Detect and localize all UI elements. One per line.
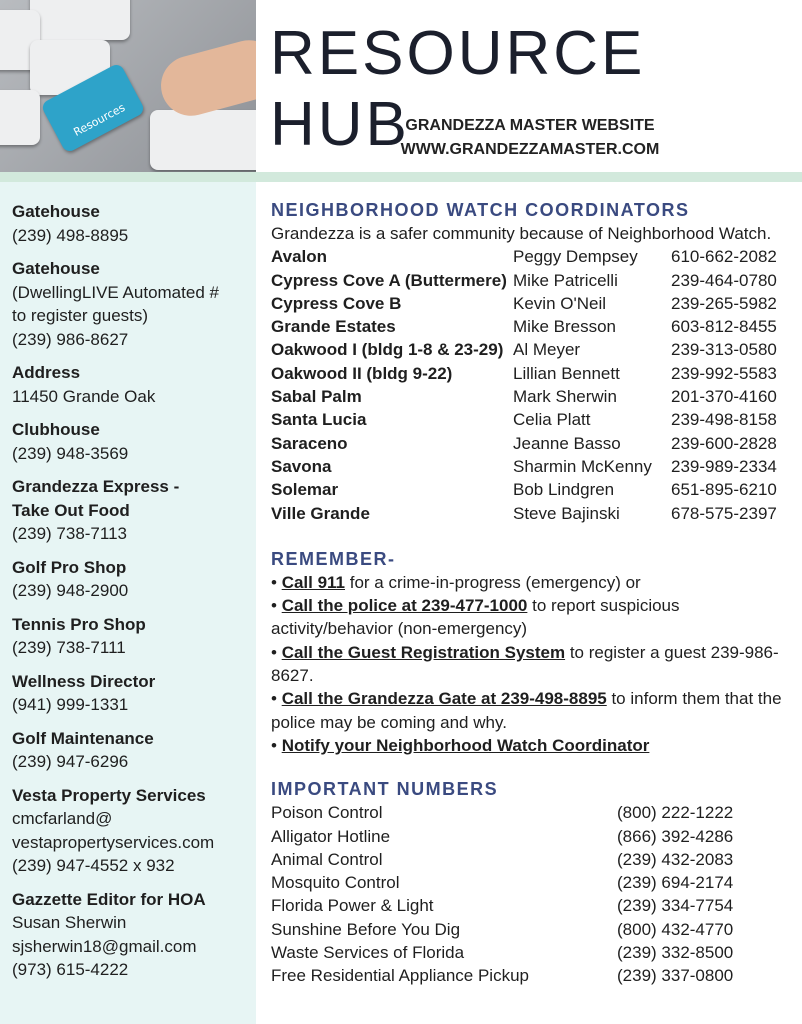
- contact-entry: [12, 475, 256, 546]
- coordinator: Mike Bresson: [513, 317, 616, 337]
- coordinator: Steve Bajinski: [513, 503, 620, 523]
- contact-detail[interactable]: (239) 948-3569: [12, 443, 129, 463]
- contact-name: Gatehouse: [12, 259, 100, 278]
- keyboard-key: [0, 90, 40, 145]
- list-item: • Call the Grandezza Gate at 239-498-8895 to inform them that the police may be coming and why.: [271, 689, 782, 732]
- table-row: [271, 801, 791, 824]
- action-link[interactable]: Call the Grandezza Gate at 239-498-8895: [281, 689, 607, 709]
- contact-name: Golf Pro Shop: [12, 557, 127, 577]
- contact-detail: (DwellingLIVE Automated #: [12, 282, 219, 302]
- contact-detail: to register guests): [12, 306, 149, 325]
- table-row: [271, 315, 791, 338]
- neighborhood: Santa Lucia: [271, 410, 367, 430]
- phone[interactable]: (800) 432-4770: [617, 919, 734, 939]
- coordinator: Sharmin McKenny: [513, 456, 652, 476]
- table-row: [271, 894, 791, 917]
- contact-detail[interactable]: (239) 948-2900: [12, 581, 129, 600]
- action-link[interactable]: Notify your Neighborhood Watch Coordinator: [281, 735, 650, 755]
- phone[interactable]: 603-812-8455: [671, 317, 777, 337]
- page-title: RESOURCE HUB: [270, 19, 646, 159]
- remember-list: [271, 571, 791, 757]
- neighborhood: Oakwood I (bldg 1-8 & 23-29): [271, 340, 504, 360]
- table-row: [271, 502, 791, 525]
- neighborhood: Ville Grande: [271, 503, 370, 523]
- neighborhood: Solemar: [271, 480, 339, 500]
- action-link[interactable]: Call the Guest Registration System: [281, 642, 566, 662]
- neighborhood: Cypress Cove B: [271, 293, 402, 313]
- phone[interactable]: (239) 337-0800: [617, 966, 734, 986]
- contact-detail[interactable]: (239) 947-6296: [12, 752, 129, 771]
- divider-band: [0, 172, 802, 182]
- contact-entry: [12, 670, 256, 717]
- neighborhood: Cypress Cove A (Buttermere): [271, 270, 507, 290]
- phone[interactable]: 678-575-2397: [671, 503, 777, 523]
- contact-entry: [12, 418, 256, 465]
- contact-detail: Susan Sherwin: [12, 913, 127, 932]
- list-item: • Call the police at 239-477-1000 to report suspicious activity/behavior (non-emergency): [271, 596, 680, 639]
- contact-detail[interactable]: (941) 999-1331: [12, 695, 129, 714]
- main-content: [271, 199, 791, 988]
- service-name: Free Residential Appliance Pickup: [271, 966, 529, 986]
- list-item: • Notify your Neighborhood Watch Coordinator: [271, 735, 650, 755]
- phone[interactable]: (800) 222-1222: [617, 803, 734, 823]
- numbers-title: IMPORTANT NUMBERS: [271, 779, 499, 800]
- action-link[interactable]: Call 911: [281, 572, 346, 592]
- neighborhood: Saraceno: [271, 433, 348, 453]
- service-name: Waste Services of Florida: [271, 943, 465, 963]
- contact-name: Gazzette Editor for HOA: [12, 889, 206, 909]
- coordinator: Mike Patricelli: [513, 270, 618, 290]
- keyboard-key: [30, 0, 130, 40]
- keyboard-key: [150, 110, 256, 170]
- contact-detail[interactable]: (239) 986-8627: [12, 329, 129, 349]
- neighborhood: Sabal Palm: [271, 387, 362, 407]
- watch-table: [271, 245, 791, 525]
- service-name: Sunshine Before You Dig: [271, 919, 461, 939]
- phone[interactable]: 239-313-0580: [671, 340, 777, 360]
- table-row: [271, 338, 791, 361]
- table-row: [271, 825, 791, 848]
- phone[interactable]: 239-989-2334: [671, 456, 777, 476]
- service-name: Mosquito Control: [271, 873, 400, 893]
- table-row: [271, 408, 791, 431]
- table-row: [271, 245, 791, 268]
- phone[interactable]: (239) 334-7754: [617, 896, 734, 916]
- phone[interactable]: (239) 332-8500: [617, 943, 734, 963]
- table-row: [271, 478, 791, 501]
- table-row: [271, 941, 791, 964]
- phone[interactable]: 651-895-6210: [671, 480, 777, 500]
- contact-entry: [12, 200, 256, 247]
- item-text: to inform them that the police may be coming and why.: [271, 689, 782, 732]
- neighborhood: Avalon: [271, 247, 328, 267]
- contact-entry: [12, 727, 256, 774]
- contact-detail[interactable]: (239) 738-7113: [12, 524, 127, 543]
- list-item: • Call the Guest Registration System to register a guest 239-986-8627.: [271, 642, 779, 686]
- coordinator: Jeanne Basso: [513, 433, 621, 453]
- remember-title: REMEMBER-: [271, 548, 396, 569]
- service-name: Animal Control: [271, 849, 383, 869]
- contact-entry: [12, 784, 256, 878]
- phone[interactable]: 239-992-5583: [671, 363, 777, 383]
- coordinator: Bob Lindgren: [513, 480, 615, 500]
- table-row: [271, 848, 791, 871]
- contact-detail[interactable]: cmcfarland@: [12, 809, 113, 828]
- list-item: • Call 911 for a crime-in-progress (emergency) or: [271, 572, 641, 592]
- contact-entry: [12, 556, 256, 603]
- watch-title: NEIGHBORHOOD WATCH COORDINATORS: [271, 200, 690, 220]
- action-link[interactable]: Call the police at 239-477-1000: [281, 596, 528, 616]
- contact-name: Take Out Food: [12, 500, 130, 520]
- coordinator: Mark Sherwin: [513, 387, 617, 407]
- coordinator: Celia Platt: [513, 410, 591, 430]
- service-name: Poison Control: [271, 803, 383, 823]
- contact-name: Vesta Property Services: [12, 785, 206, 805]
- table-row: [271, 964, 791, 987]
- contact-name: Gatehouse: [12, 202, 100, 221]
- phone[interactable]: (866) 392-4286: [617, 826, 734, 846]
- contact-detail[interactable]: (973) 615-4222: [12, 960, 129, 979]
- table-row: [271, 292, 791, 315]
- contact-detail[interactable]: (239) 498-8895: [12, 225, 129, 245]
- contact-detail[interactable]: (239) 947-4552 x 932: [12, 856, 175, 875]
- contact-detail: 11450 Grande Oak: [12, 386, 156, 406]
- item-text: to register a guest 239-986-8627.: [271, 642, 779, 686]
- watch-intro: Grandezza is a safer community because of Neighborhood Watch.: [271, 224, 772, 243]
- phone[interactable]: (239) 694-2174: [617, 873, 734, 893]
- contact-detail: vestapropertyservices.com: [12, 832, 215, 852]
- table-row: [271, 269, 791, 292]
- phone[interactable]: 201-370-4160: [671, 387, 777, 407]
- table-row: [271, 455, 791, 478]
- keyboard-hero-image: [0, 0, 256, 172]
- contact-entry: [12, 888, 256, 982]
- contact-name: Wellness Director: [12, 671, 156, 691]
- coordinator: Peggy Dempsey: [513, 247, 638, 267]
- contact-entry: [12, 613, 256, 660]
- contact-detail[interactable]: sjsherwin18@gmail.com: [12, 936, 197, 956]
- item-text: for a crime-in-progress (emergency) or: [345, 572, 641, 592]
- subtitle: GRANDEZZA MASTER WEBSITE: [405, 117, 655, 134]
- phone[interactable]: 239-600-2828: [671, 433, 777, 453]
- phone[interactable]: 239-464-0780: [671, 270, 777, 290]
- phone[interactable]: 239-265-5982: [671, 293, 777, 313]
- phone[interactable]: 610-662-2082: [671, 247, 777, 267]
- table-row: [271, 385, 791, 408]
- coordinator: Al Meyer: [513, 340, 581, 360]
- website-link[interactable]: WWW.GRANDEZZAMASTER.COM: [400, 141, 660, 158]
- contacts-sidebar: [0, 182, 256, 1024]
- phone[interactable]: (239) 432-2083: [617, 849, 734, 869]
- numbers-table: [271, 801, 791, 987]
- item-text: to report suspicious activity/behavior (non-emergency): [271, 596, 680, 639]
- key-label: Resources: [71, 100, 128, 139]
- neighborhood: Oakwood II (bldg 9-22): [271, 363, 453, 383]
- contact-name: Tennis Pro Shop: [12, 614, 146, 634]
- neighborhood: Savona: [271, 456, 332, 476]
- table-row: [271, 432, 791, 455]
- contact-name: Golf Maintenance: [12, 728, 154, 748]
- coordinator: Kevin O'Neil: [513, 293, 607, 313]
- contact-name: Clubhouse: [12, 420, 100, 439]
- service-name: Alligator Hotline: [271, 826, 391, 846]
- service-name: Florida Power & Light: [271, 896, 434, 916]
- coordinator: Lillian Bennett: [513, 363, 620, 383]
- contact-entry: [12, 257, 256, 351]
- table-row: [271, 871, 791, 894]
- table-row: [271, 918, 791, 941]
- contact-name: Grandezza Express -: [12, 477, 180, 496]
- phone[interactable]: 239-498-8158: [671, 410, 777, 430]
- table-row: [271, 362, 791, 385]
- neighborhood: Grande Estates: [271, 317, 396, 337]
- contact-detail[interactable]: (239) 738-7111: [12, 638, 126, 657]
- contact-entry: [12, 361, 256, 408]
- contact-name: Address: [12, 363, 81, 382]
